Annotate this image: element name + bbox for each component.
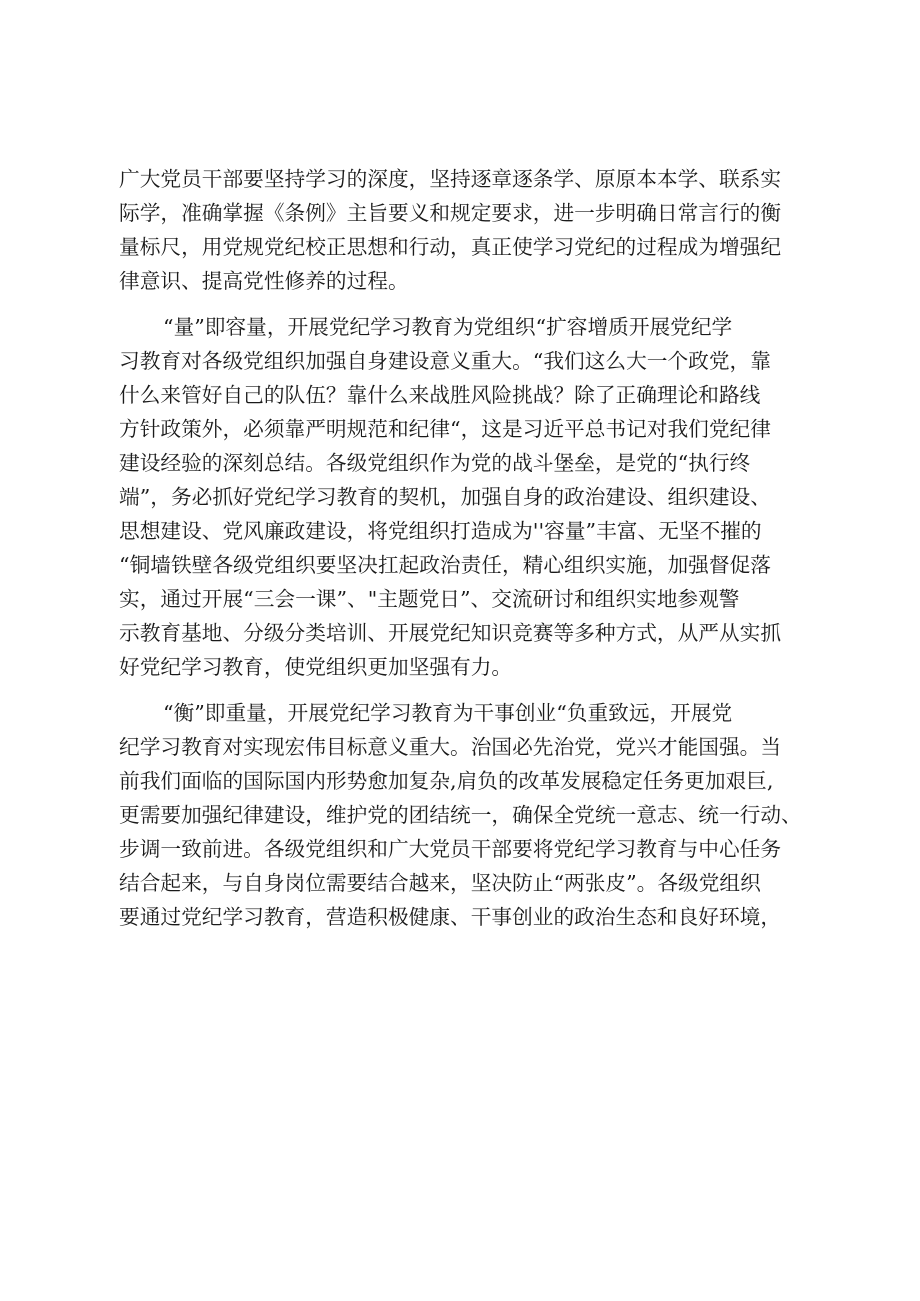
text-line: “铜墙铁壁各级党组织要坚决扛起政治责任，精心组织实施，加强督促落 (119, 553, 771, 577)
text-line: 前我们面临的国际国内形势愈加复杂,肩负的改革发展稳定任务更加艰巨, (119, 769, 774, 793)
text-line: “量”即容量，开展党纪学习教育为党组织“扩容增质开展党纪学 (163, 315, 733, 339)
text-line: 更需要加强纪律建设，维护党的团结统一，确保全党统一意志、统一行动、 (119, 803, 802, 827)
paragraph (119, 162, 819, 298)
text-line: 方针政策外，必须靠严明规范和纪律“，这是习近平总书记对我们党纪律 (119, 417, 771, 441)
text-line: 端”，务必抓好党纪学习教育的契机，加强自身的政治建设、组织建设、 (119, 485, 771, 509)
text-line: 建设经验的深刻总结。各级党组织作为党的战斗堡垒，是党的“执行终 (119, 451, 751, 475)
text-line: 结合起来，与自身岗位需要结合越来，坚决防止“两张皮”。各级党组织 (119, 871, 761, 895)
text-line: 好党纪学习教育，使党组织更加坚强有力。 (119, 655, 513, 679)
text-line: 际学，准确掌握《条例》主旨要义和规定要求，进一步明确日常言行的衡 (119, 201, 782, 225)
text-line: 量标尺，用党规党纪校正思想和行动，真正使学习党纪的过程成为增强纪 (119, 235, 782, 259)
paragraph (119, 696, 819, 934)
text-line: “衡”即重量，开展党纪学习教育为干事创业“负重致远，开展党 (163, 701, 733, 725)
paragraph-gap (119, 298, 819, 310)
text-line: 纪学习教育对实现宏伟目标意义重大。治国必先治党，党兴才能国强。当 (119, 735, 782, 759)
document-body (119, 162, 819, 934)
text-line: 实，通过开展“三会一课”、"主题党日”、交流研讨和组织实地参观警 (119, 587, 740, 611)
text-line: 思想建设、党风廉政建设，将党组织打造成为''容量”丰富、无坚不摧的 (119, 519, 762, 543)
text-line: 要通过党纪学习教育，营造积极健康、干事创业的政治生态和良好环境， (119, 905, 782, 929)
text-line: 广大党员干部要坚持学习的深度，坚持逐章逐条学、原原本本学、联系实 (119, 167, 782, 191)
text-line: 示教育基地、分级分类培训、开展党纪知识竞赛等多种方式，从严从实抓 (119, 621, 782, 645)
text-line: 什么来管好自己的队伍？靠什么来战胜风险挑战？除了正确理论和路线 (119, 383, 761, 407)
paragraph (119, 310, 819, 684)
text-line: 律意识、提高党性修养的过程。 (119, 269, 409, 293)
text-line: 习教育对各级党组织加强自身建设意义重大。“我们这么大一个政党，靠 (119, 349, 771, 373)
paragraph-gap (119, 684, 819, 696)
text-line: 步调一致前进。各级党组织和广大党员干部要将党纪学习教育与中心任务 (119, 837, 782, 861)
